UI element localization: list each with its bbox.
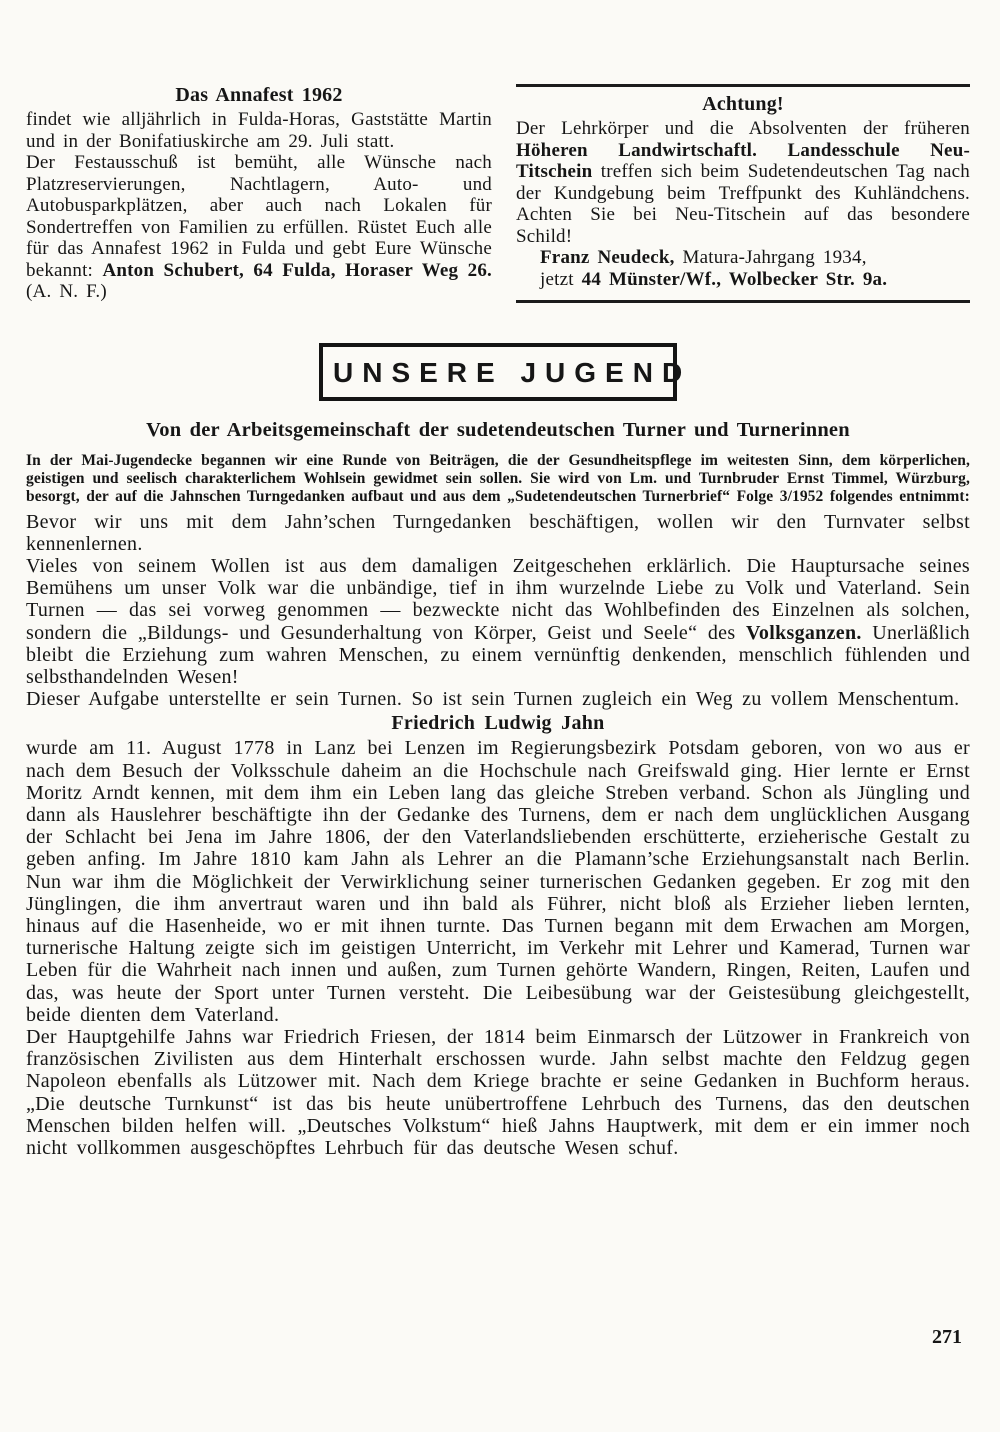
- text-run-bold: 44 Münster/Wf., Wolbecker Str. 9a.: [581, 268, 888, 290]
- annafest-paragraph-1: findet wie alljährlich in Fulda-Horas, Gaststätte Martin und in der Bonifatiuskirche am 29. Juli statt.: [26, 109, 492, 152]
- body-paragraph-2: [26, 555, 970, 688]
- text-run-bold: Volksganzen.: [746, 621, 862, 644]
- text-run: Unerläßlich bleibt die Erziehung zum wahren Menschen, zu einem vernünftig denkenden, menschlich fühlenden und selbsthandelnden Wesen!: [26, 621, 970, 689]
- text-run: Vieles von seinem Wollen ist aus dem damaligen Zeitgeschehen erklärlich. Die Hauptursache seines Bemühens um unser Volk war die unbändige, tief in ihm wurzelnde Liebe zu Volk und Vaterland. Sein Turnen — das sei vorweg genommen — bezweckte nicht das Wohlbefinden des Einzelnen als solchen, sondern die „Bildungs- und Gesunderhaltung von Körper, Geist und Seele“ des: [26, 555, 970, 644]
- body-paragraph-4: wurde am 11. August 1778 in Lanz bei Lenzen im Regierungsbezirk Potsdam geboren, von wo aus er nach dem Besuch der Volksschule daheim an die Hochschule nach Greifswald ging. Hier lernte er Ernst Moritz Arndt kennen, mit dem ihm ein Leben lang das gleiche Streben verband. Schon als Jüngling und dann als Hauslehrer beschäftigte ihn der Gedanke des Turnens, dem er nach dem unglücklichen Ausgang der Schlacht bei Jena im Jahre 1806, der den Vaterlandsliebenden erschütterte, erzieherische Gestalt zu geben anfing. Im Jahre 1810 kam Jahn als Lehrer an die Plamann’sche Erziehungsanstalt nach Berlin. Nun war ihm die Möglichkeit der Verwirklichung seiner turnerischen Gedanken gegeben. Er zog mit den Jünglingen, die ihm anvertraut waren und ihn bald als Führer, nicht bloß als Erzieher lieben lernten, hinaus auf die Hasenheide, wo er mit ihnen turnte. Das Turnen begann mit dem Erwachen am Morgen, turnerische Haltung zeigte sich im geistigen Unterricht, im Verkehr mit Lehrer und Kamerad, Turnen war Leben für die Wahrheit nach innen und außen, zum Turnen gehörte Wandern, Ringen, Reiten, Laufen und das, was heute der Sport unter Turnen versteht. Die Leibesübung war der Geistesübung gleichgestellt, beide dienten dem Vaterland.: [26, 737, 970, 1026]
- annafest-article: [26, 84, 492, 303]
- signature-line-2: [516, 269, 970, 291]
- intro-paragraph: In der Mai-Jugendecke begannen wir eine Runde von Beiträgen, die der Gesundheitspflege im weitesten Sinn, dem körperlichen, geistigen und seelisch charakterlichem Wohlsein gewidmet sein sollen. Sie wird von Lm. und Turnbruder Ernst Timmel, Würzburg, besorgt, der auf die Jahnschen Turngedanken aufbaut und aus dem „Sudetendeutschen Turnerbrief“ Folge 3/1952 folgendes entnimmt:: [26, 452, 970, 506]
- text-run: Der Lehrkörper und die Absolventen der früheren: [516, 118, 970, 139]
- text-run-bold: Anton Schubert, 64 Fulda, Horaser Weg 26.: [102, 259, 492, 281]
- annafest-title: Das Annafest 1962: [175, 84, 343, 106]
- text-run: Der Festausschuß ist bemüht, alle Wünsche nach Platzreservierungen, Nachtlagern, Auto- und Autobusparkplätzen, aber auch nach Lokalen für Sondertreffen von Familien zu erfüllen. Rüstet Euch alle für das Annafest 1962 in Fulda und gebt Eure Wünsche bekannt:: [26, 152, 492, 281]
- body-paragraph-5: Der Hauptgehilfe Jahns war Friedrich Friesen, der 1814 beim Einmarsch der Lützower in Frankreich von französischen Zivilisten aus dem Hinterhalt erschossen wurde. Jahn selbst machte den Feldzug gegen Napoleon ebenfalls als Lützower mit. Nach dem Kriege brachte er seine Gedanken in Buchform heraus. „Die deutsche Turnkunst“ ist das bis heute unübertroffene Lehrbuch des Turnens, das den deutschen Menschen bilden helfen will. „Deutsches Volkstum“ hieß Jahns Hauptwerk, mit dem er ein immer noch nicht vollkommen ausgeschöpftes Lehrbuch für das deutsche Wesen schuf.: [26, 1026, 970, 1160]
- body-paragraph-3: Dieser Aufgabe unterstellte er sein Turnen. So ist sein Turnen zugleich ein Weg zu vollem Menschentum.: [26, 688, 960, 711]
- bottom-divider: [516, 300, 970, 303]
- unsere-jugend-title: UNSERE JUGEND: [333, 357, 692, 388]
- page-number: 271: [932, 1326, 962, 1348]
- text-run-bold: Franz Neudeck,: [540, 247, 675, 268]
- section-heading: Von der Arbeitsgemeinschaft der sudetendeutschen Turner und Turnerinnen: [146, 419, 850, 441]
- achtung-notice: [516, 84, 970, 303]
- top-divider: [516, 84, 970, 87]
- text-run: Matura-Jahrgang 1934,: [674, 247, 867, 268]
- achtung-paragraph: [516, 118, 970, 247]
- text-run: (A. N. F.): [26, 281, 107, 302]
- body-paragraph-1: Bevor wir uns mit dem Jahn’schen Turngedanken beschäftigen, wollen wir den Turnvater selbst kennenlernen.: [26, 510, 970, 555]
- top-columns: [26, 84, 970, 303]
- text-run: treffen sich beim Sudetendeutschen Tag nach der Kundgebung beim Treffpunkt des Kuhländchens. Achten Sie bei Neu-Titschein auf das besondere Schild!: [516, 161, 970, 247]
- unsere-jugend-box: [319, 343, 692, 401]
- text-run-bold: Höheren Landwirtschaftl. Landesschule Neu-Titschein: [516, 139, 970, 182]
- text-run: jetzt: [540, 268, 582, 290]
- achtung-title: Achtung!: [702, 93, 784, 115]
- jahn-heading: Friedrich Ludwig Jahn: [391, 712, 605, 735]
- article-body: [26, 511, 970, 1160]
- annafest-paragraph-2: [26, 152, 492, 303]
- signature-line-1: [516, 247, 970, 269]
